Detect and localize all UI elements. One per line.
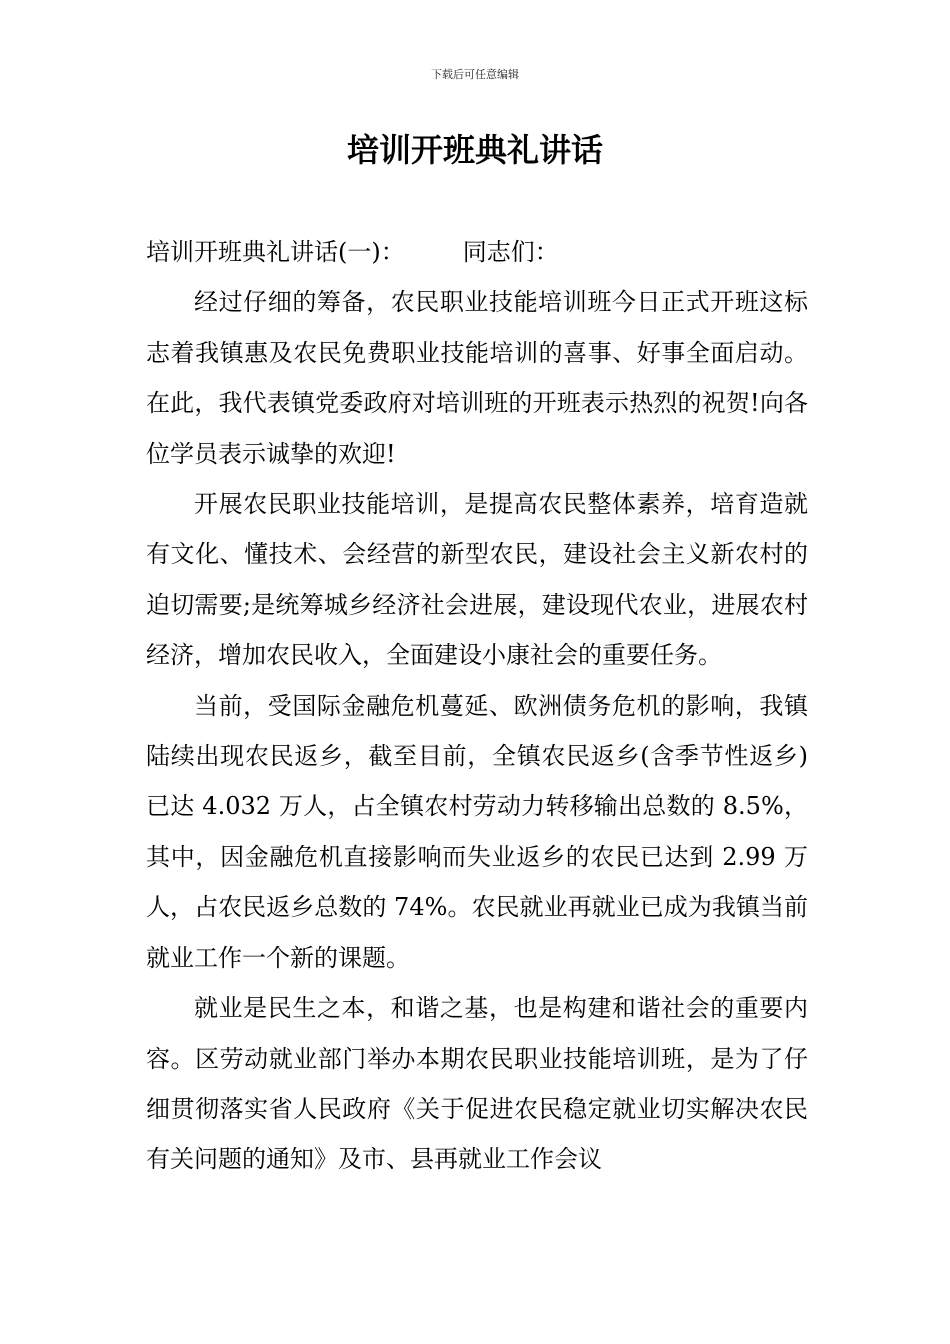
intro-heading: 培训开班典礼讲话(一)：: [146, 238, 405, 266]
header-note: 下载后可任意编辑: [431, 68, 519, 81]
document-title: 培训开班典礼讲话: [346, 131, 603, 169]
intro-line: [146, 227, 808, 277]
document-body: [146, 227, 808, 1185]
intro-salutation: 同志们：: [462, 238, 559, 266]
paragraph-1: 经过仔细的筹备，农民职业技能培训班今日正式开班这标志着我镇惠及农民免费职业技能培训的喜事、好事全面启动。在此，我代表镇党委政府对培训班的开班表示热烈的祝贺!向各位学员表示诚挚的欢迎!: [146, 288, 808, 468]
paragraph-4: 就业是民生之本，和谐之基，也是构建和谐社会的重要内容。区劳动就业部门举办本期农民职业技能培训班，是为了仔细贯彻落实省人民政府《关于促进农民稳定就业切实解决农民有关问题的通知》及市、县再就业工作会议: [146, 994, 808, 1174]
paragraph-3: 当前，受国际金融危机蔓延、欧洲债务危机的影响，我镇陆续出现农民返乡，截至目前，全镇农民返乡(含季节性返乡)已达 4.032 万人，占全镇农村劳动力转移输出总数的 8.5%，其中，因金融危机直接影响而失业返乡的农民已达到 2.99 万人，占农民返乡总数的 74%。农民就业再就业已成为我镇当前就业工作一个新的课题。: [146, 691, 808, 972]
paragraph-2: 开展农民职业技能培训，是提高农民整体素养，培育造就有文化、懂技术、会经营的新型农民，建设社会主义新农村的迫切需要;是统筹城乡经济社会进展，建设现代农业，进展农村经济，增加农民收入，全面建设小康社会的重要任务。: [146, 490, 808, 670]
